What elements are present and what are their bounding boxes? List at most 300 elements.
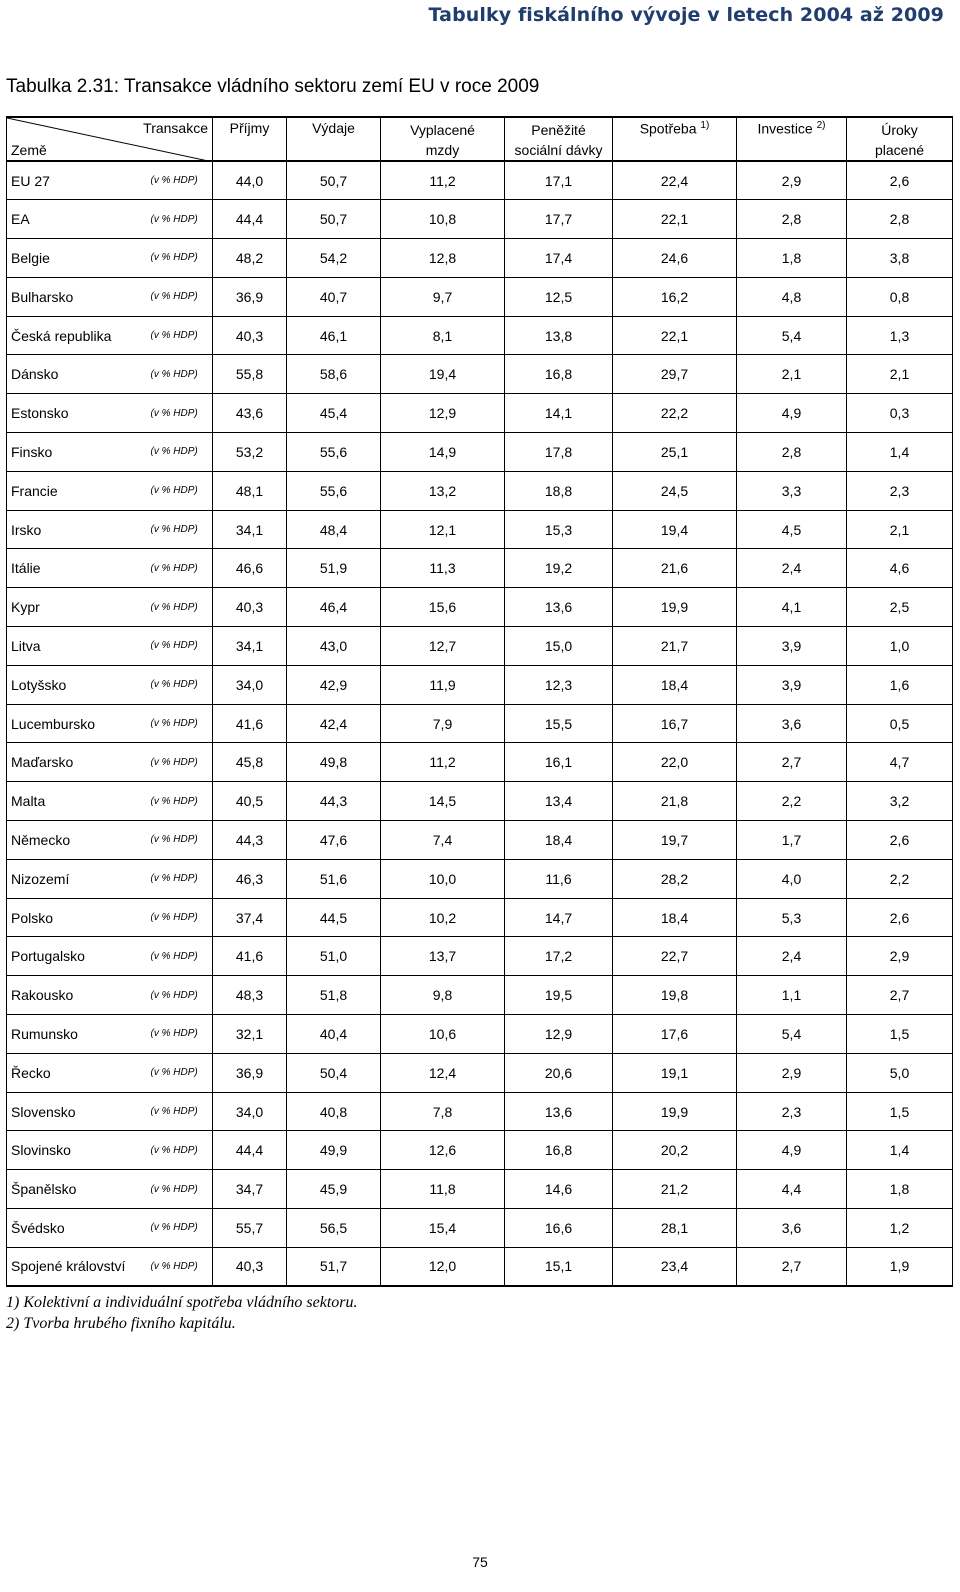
uroky-placene-value-cell: 2,1 [847, 355, 953, 394]
unit-cell: (v % HDP) [147, 1131, 213, 1170]
unit-cell: (v % HDP) [147, 782, 213, 821]
vyplacene-mzdy-value-cell: 12,7 [381, 627, 505, 666]
prijmy-value-cell: 55,7 [213, 1209, 287, 1248]
spotreba-value-cell: 19,4 [613, 510, 737, 549]
table-row [7, 743, 953, 782]
vyplacene-mzdy-value-cell: 11,2 [381, 743, 505, 782]
country-name-cell: Rumunsko [7, 1015, 147, 1054]
vydaje-value-cell: 45,9 [287, 1170, 381, 1209]
penezite-socialni-davky-value-cell: 19,2 [505, 549, 613, 588]
country-name-cell: Litva [7, 627, 147, 666]
uroky-placene-value-cell: 1,4 [847, 1131, 953, 1170]
vydaje-value-cell: 54,2 [287, 239, 381, 278]
vydaje-value-cell: 40,4 [287, 1015, 381, 1054]
vyplacene-mzdy-value-cell: 13,2 [381, 471, 505, 510]
unit-cell: (v % HDP) [147, 316, 213, 355]
unit-cell: (v % HDP) [147, 743, 213, 782]
prijmy-value-cell: 40,5 [213, 782, 287, 821]
investice-value-cell: 2,9 [737, 161, 847, 200]
uroky-placene-value-cell: 2,1 [847, 510, 953, 549]
uroky-placene-value-cell: 1,8 [847, 1170, 953, 1209]
penezite-socialni-davky-value-cell: 14,1 [505, 394, 613, 433]
investice-value-cell: 2,7 [737, 1247, 847, 1286]
vyplacene-mzdy-value-cell: 12,9 [381, 394, 505, 433]
unit-cell: (v % HDP) [147, 1170, 213, 1209]
spotreba-value-cell: 22,4 [613, 161, 737, 200]
investice-value-cell: 5,3 [737, 898, 847, 937]
prijmy-value-cell: 48,2 [213, 239, 287, 278]
vydaje-value-cell: 46,1 [287, 316, 381, 355]
unit-cell: (v % HDP) [147, 898, 213, 937]
spotreba-value-cell: 24,5 [613, 471, 737, 510]
penezite-socialni-davky-value-cell: 17,1 [505, 161, 613, 200]
spotreba-value-cell: 29,7 [613, 355, 737, 394]
table-row [7, 355, 953, 394]
uroky-placene-value-cell: 1,4 [847, 433, 953, 472]
table-row [7, 471, 953, 510]
investice-value-cell: 2,1 [737, 355, 847, 394]
table-row [7, 782, 953, 821]
table-row [7, 316, 953, 355]
uroky-placene-value-cell: 1,5 [847, 1092, 953, 1131]
country-name-cell: Řecko [7, 1053, 147, 1092]
table-row [7, 1131, 953, 1170]
uroky-placene-value-cell: 1,9 [847, 1247, 953, 1286]
investice-value-cell: 2,2 [737, 782, 847, 821]
column-header-investice: Investice $^{2)}$ [737, 117, 847, 161]
spotreba-value-cell: 19,7 [613, 821, 737, 860]
vydaje-value-cell: 42,9 [287, 665, 381, 704]
investice-value-cell: 5,4 [737, 1015, 847, 1054]
unit-cell: (v % HDP) [147, 1209, 213, 1248]
vydaje-value-cell: 51,6 [287, 859, 381, 898]
country-name-cell: Spojené království [7, 1247, 147, 1286]
unit-cell: (v % HDP) [147, 976, 213, 1015]
vyplacene-mzdy-value-cell: 12,8 [381, 239, 505, 278]
unit-cell: (v % HDP) [147, 549, 213, 588]
vyplacene-mzdy-value-cell: 10,6 [381, 1015, 505, 1054]
vydaje-value-cell: 40,8 [287, 1092, 381, 1131]
spotreba-value-cell: 22,1 [613, 316, 737, 355]
vyplacene-mzdy-value-cell: 12,0 [381, 1247, 505, 1286]
penezite-socialni-davky-value-cell: 16,6 [505, 1209, 613, 1248]
investice-value-cell: 5,4 [737, 316, 847, 355]
vyplacene-mzdy-value-cell: 11,8 [381, 1170, 505, 1209]
table-row [7, 277, 953, 316]
unit-cell: (v % HDP) [147, 277, 213, 316]
table-row [7, 704, 953, 743]
country-name-cell: Slovinsko [7, 1131, 147, 1170]
prijmy-value-cell: 53,2 [213, 433, 287, 472]
spotreba-value-cell: 21,8 [613, 782, 737, 821]
uroky-placene-value-cell: 1,5 [847, 1015, 953, 1054]
penezite-socialni-davky-value-cell: 13,6 [505, 1092, 613, 1131]
table-row [7, 394, 953, 433]
uroky-placene-value-cell: 1,0 [847, 627, 953, 666]
footnote-2: 2) Tvorba hrubého fixního kapitálu. [6, 1315, 236, 1332]
prijmy-value-cell: 34,0 [213, 1092, 287, 1131]
vyplacene-mzdy-value-cell: 14,9 [381, 433, 505, 472]
uroky-placene-value-cell: 2,9 [847, 937, 953, 976]
fiscal-transactions-table [6, 116, 953, 1287]
penezite-socialni-davky-value-cell: 13,6 [505, 588, 613, 627]
investice-value-cell: 3,9 [737, 627, 847, 666]
penezite-socialni-davky-value-cell: 14,6 [505, 1170, 613, 1209]
vyplacene-mzdy-value-cell: 11,9 [381, 665, 505, 704]
prijmy-value-cell: 41,6 [213, 704, 287, 743]
spotreba-value-cell: 21,2 [613, 1170, 737, 1209]
vyplacene-mzdy-value-cell: 19,4 [381, 355, 505, 394]
column-header-vydaje: Výdaje [287, 117, 381, 161]
unit-cell: (v % HDP) [147, 1092, 213, 1131]
unit-cell: (v % HDP) [147, 1247, 213, 1286]
spotreba-value-cell: 19,9 [613, 1092, 737, 1131]
uroky-placene-value-cell: 3,8 [847, 239, 953, 278]
spotreba-value-cell: 16,2 [613, 277, 737, 316]
table-row [7, 1015, 953, 1054]
spotreba-value-cell: 23,4 [613, 1247, 737, 1286]
unit-cell: (v % HDP) [147, 588, 213, 627]
vyplacene-mzdy-value-cell: 9,8 [381, 976, 505, 1015]
spotreba-value-cell: 25,1 [613, 433, 737, 472]
table-row [7, 161, 953, 200]
country-name-cell: Bulharsko [7, 277, 147, 316]
penezite-socialni-davky-value-cell: 17,2 [505, 937, 613, 976]
column-header-prijmy: Příjmy [213, 117, 287, 161]
investice-value-cell: 2,7 [737, 743, 847, 782]
penezite-socialni-davky-value-cell: 13,8 [505, 316, 613, 355]
corner-label-zeme: Země [11, 142, 47, 158]
unit-cell: (v % HDP) [147, 161, 213, 200]
vyplacene-mzdy-value-cell: 8,1 [381, 316, 505, 355]
vydaje-value-cell: 46,4 [287, 588, 381, 627]
vydaje-value-cell: 50,7 [287, 200, 381, 239]
prijmy-value-cell: 36,9 [213, 1053, 287, 1092]
table-row [7, 588, 953, 627]
vyplacene-mzdy-value-cell: 9,7 [381, 277, 505, 316]
uroky-placene-value-cell: 0,8 [847, 277, 953, 316]
penezite-socialni-davky-value-cell: 18,8 [505, 471, 613, 510]
uroky-placene-value-cell: 4,7 [847, 743, 953, 782]
table-row [7, 898, 953, 937]
vyplacene-mzdy-value-cell: 10,2 [381, 898, 505, 937]
vydaje-value-cell: 42,4 [287, 704, 381, 743]
investice-value-cell: 2,8 [737, 433, 847, 472]
spotreba-value-cell: 28,2 [613, 859, 737, 898]
unit-cell: (v % HDP) [147, 394, 213, 433]
unit-cell: (v % HDP) [147, 704, 213, 743]
penezite-socialni-davky-value-cell: 17,8 [505, 433, 613, 472]
country-name-cell: EA [7, 200, 147, 239]
penezite-socialni-davky-value-cell: 15,5 [505, 704, 613, 743]
penezite-socialni-davky-value-cell: 12,3 [505, 665, 613, 704]
vydaje-value-cell: 47,6 [287, 821, 381, 860]
column-header-vyplacene-mzdy: Vyplacené mzdy [381, 117, 505, 161]
table-row [7, 510, 953, 549]
vydaje-value-cell: 58,6 [287, 355, 381, 394]
investice-value-cell: 3,6 [737, 704, 847, 743]
investice-value-cell: 4,9 [737, 394, 847, 433]
table-row [7, 1209, 953, 1248]
footnote-ref-2: 2) [816, 120, 826, 131]
prijmy-value-cell: 34,1 [213, 510, 287, 549]
investice-value-cell: 3,9 [737, 665, 847, 704]
unit-cell: (v % HDP) [147, 239, 213, 278]
country-name-cell: Rakousko [7, 976, 147, 1015]
table-row [7, 859, 953, 898]
table-row [7, 239, 953, 278]
penezite-socialni-davky-value-cell: 16,8 [505, 1131, 613, 1170]
country-name-cell: Česká republika [7, 316, 147, 355]
investice-value-cell: 2,9 [737, 1053, 847, 1092]
unit-cell: (v % HDP) [147, 510, 213, 549]
country-name-cell: Portugalsko [7, 937, 147, 976]
vydaje-value-cell: 43,0 [287, 627, 381, 666]
penezite-socialni-davky-value-cell: 15,1 [505, 1247, 613, 1286]
vyplacene-mzdy-value-cell: 7,9 [381, 704, 505, 743]
country-name-cell: Švédsko [7, 1209, 147, 1248]
table-row [7, 627, 953, 666]
vydaje-value-cell: 51,8 [287, 976, 381, 1015]
vydaje-value-cell: 51,9 [287, 549, 381, 588]
table-row [7, 976, 953, 1015]
uroky-placene-value-cell: 2,6 [847, 821, 953, 860]
prijmy-value-cell: 40,3 [213, 316, 287, 355]
spotreba-value-cell: 22,1 [613, 200, 737, 239]
spotreba-value-cell: 19,9 [613, 588, 737, 627]
country-name-cell: Estonsko [7, 394, 147, 433]
prijmy-value-cell: 46,6 [213, 549, 287, 588]
table-row [7, 1247, 953, 1286]
prijmy-value-cell: 34,1 [213, 627, 287, 666]
prijmy-value-cell: 44,4 [213, 200, 287, 239]
prijmy-value-cell: 44,4 [213, 1131, 287, 1170]
spotreba-value-cell: 22,2 [613, 394, 737, 433]
uroky-placene-value-cell: 2,8 [847, 200, 953, 239]
uroky-placene-value-cell: 2,6 [847, 898, 953, 937]
investice-value-cell: 3,3 [737, 471, 847, 510]
spotreba-value-cell: 22,0 [613, 743, 737, 782]
investice-value-cell: 4,5 [737, 510, 847, 549]
spotreba-value-cell: 18,4 [613, 898, 737, 937]
investice-value-cell: 3,6 [737, 1209, 847, 1248]
vydaje-value-cell: 48,4 [287, 510, 381, 549]
vydaje-value-cell: 49,8 [287, 743, 381, 782]
uroky-placene-value-cell: 3,2 [847, 782, 953, 821]
country-name-cell: Španělsko [7, 1170, 147, 1209]
penezite-socialni-davky-value-cell: 19,5 [505, 976, 613, 1015]
spotreba-value-cell: 28,1 [613, 1209, 737, 1248]
vyplacene-mzdy-value-cell: 12,4 [381, 1053, 505, 1092]
vyplacene-mzdy-value-cell: 7,4 [381, 821, 505, 860]
prijmy-value-cell: 41,6 [213, 937, 287, 976]
table-header-row [7, 117, 953, 161]
vydaje-value-cell: 51,7 [287, 1247, 381, 1286]
penezite-socialni-davky-value-cell: 13,4 [505, 782, 613, 821]
unit-cell: (v % HDP) [147, 627, 213, 666]
country-name-cell: Maďarsko [7, 743, 147, 782]
vydaje-value-cell: 50,7 [287, 161, 381, 200]
penezite-socialni-davky-value-cell: 12,9 [505, 1015, 613, 1054]
investice-value-cell: 4,0 [737, 859, 847, 898]
unit-cell: (v % HDP) [147, 1053, 213, 1092]
table-row [7, 937, 953, 976]
country-name-cell: Polsko [7, 898, 147, 937]
vyplacene-mzdy-value-cell: 11,2 [381, 161, 505, 200]
spotreba-value-cell: 24,6 [613, 239, 737, 278]
running-header: Tabulky fiskálního vývoje v letech 2004 až 2009 [428, 4, 944, 26]
prijmy-value-cell: 32,1 [213, 1015, 287, 1054]
table-row [7, 549, 953, 588]
investice-value-cell: 4,4 [737, 1170, 847, 1209]
page-number: 75 [472, 1554, 488, 1570]
vydaje-value-cell: 49,9 [287, 1131, 381, 1170]
penezite-socialni-davky-value-cell: 15,3 [505, 510, 613, 549]
spotreba-value-cell: 19,1 [613, 1053, 737, 1092]
corner-header-cell [7, 117, 213, 161]
country-name-cell: Malta [7, 782, 147, 821]
country-name-cell: EU 27 [7, 161, 147, 200]
spotreba-value-cell: 21,7 [613, 627, 737, 666]
uroky-placene-value-cell: 1,2 [847, 1209, 953, 1248]
country-name-cell: Slovensko [7, 1092, 147, 1131]
prijmy-value-cell: 55,8 [213, 355, 287, 394]
column-header-uroky-placene: Úroky placené [847, 117, 953, 161]
spotreba-value-cell: 21,6 [613, 549, 737, 588]
uroky-placene-value-cell: 2,2 [847, 859, 953, 898]
vydaje-value-cell: 44,3 [287, 782, 381, 821]
prijmy-value-cell: 46,3 [213, 859, 287, 898]
prijmy-value-cell: 44,0 [213, 161, 287, 200]
vydaje-value-cell: 45,4 [287, 394, 381, 433]
uroky-placene-value-cell: 5,0 [847, 1053, 953, 1092]
penezite-socialni-davky-value-cell: 15,0 [505, 627, 613, 666]
investice-value-cell: 4,9 [737, 1131, 847, 1170]
prijmy-value-cell: 36,9 [213, 277, 287, 316]
vydaje-value-cell: 44,5 [287, 898, 381, 937]
country-name-cell: Finsko [7, 433, 147, 472]
vyplacene-mzdy-value-cell: 15,6 [381, 588, 505, 627]
uroky-placene-value-cell: 2,7 [847, 976, 953, 1015]
vyplacene-mzdy-value-cell: 15,4 [381, 1209, 505, 1248]
country-name-cell: Nizozemí [7, 859, 147, 898]
prijmy-value-cell: 48,3 [213, 976, 287, 1015]
penezite-socialni-davky-value-cell: 18,4 [505, 821, 613, 860]
footnotes [6, 1292, 358, 1334]
table-row [7, 1092, 953, 1131]
table-row [7, 433, 953, 472]
unit-cell: (v % HDP) [147, 665, 213, 704]
investice-value-cell: 2,4 [737, 549, 847, 588]
vydaje-value-cell: 40,7 [287, 277, 381, 316]
unit-cell: (v % HDP) [147, 471, 213, 510]
penezite-socialni-davky-value-cell: 16,8 [505, 355, 613, 394]
vyplacene-mzdy-value-cell: 12,1 [381, 510, 505, 549]
uroky-placene-value-cell: 1,3 [847, 316, 953, 355]
vyplacene-mzdy-value-cell: 10,8 [381, 200, 505, 239]
unit-cell: (v % HDP) [147, 355, 213, 394]
prijmy-value-cell: 34,0 [213, 665, 287, 704]
uroky-placene-value-cell: 0,5 [847, 704, 953, 743]
penezite-socialni-davky-value-cell: 16,1 [505, 743, 613, 782]
table-row [7, 1170, 953, 1209]
investice-value-cell: 2,3 [737, 1092, 847, 1131]
uroky-placene-value-cell: 2,6 [847, 161, 953, 200]
vyplacene-mzdy-value-cell: 7,8 [381, 1092, 505, 1131]
investice-value-cell: 1,7 [737, 821, 847, 860]
uroky-placene-value-cell: 2,5 [847, 588, 953, 627]
investice-value-cell: 4,1 [737, 588, 847, 627]
country-name-cell: Itálie [7, 549, 147, 588]
penezite-socialni-davky-value-cell: 20,6 [505, 1053, 613, 1092]
vydaje-value-cell: 56,5 [287, 1209, 381, 1248]
vyplacene-mzdy-value-cell: 12,6 [381, 1131, 505, 1170]
country-name-cell: Lucembursko [7, 704, 147, 743]
investice-value-cell: 2,8 [737, 200, 847, 239]
country-name-cell: Německo [7, 821, 147, 860]
unit-cell: (v % HDP) [147, 937, 213, 976]
table-row [7, 665, 953, 704]
penezite-socialni-davky-value-cell: 12,5 [505, 277, 613, 316]
unit-cell: (v % HDP) [147, 1015, 213, 1054]
vydaje-value-cell: 55,6 [287, 471, 381, 510]
vyplacene-mzdy-value-cell: 13,7 [381, 937, 505, 976]
prijmy-value-cell: 34,7 [213, 1170, 287, 1209]
country-name-cell: Francie [7, 471, 147, 510]
country-name-cell: Dánsko [7, 355, 147, 394]
column-header-penezite-socialni-davky: Peněžité sociální dávky [505, 117, 613, 161]
column-header-spotreba: Spotřeba $^{1)}$ [613, 117, 737, 161]
prijmy-value-cell: 40,3 [213, 588, 287, 627]
uroky-placene-value-cell: 0,3 [847, 394, 953, 433]
spotreba-value-cell: 19,8 [613, 976, 737, 1015]
vydaje-value-cell: 55,6 [287, 433, 381, 472]
corner-label-transakce: Transakce [143, 120, 208, 136]
prijmy-value-cell: 43,6 [213, 394, 287, 433]
country-name-cell: Lotyšsko [7, 665, 147, 704]
footnote-ref-1: 1) [700, 120, 710, 131]
uroky-placene-value-cell: 4,6 [847, 549, 953, 588]
spotreba-value-cell: 18,4 [613, 665, 737, 704]
unit-cell: (v % HDP) [147, 433, 213, 472]
penezite-socialni-davky-value-cell: 17,4 [505, 239, 613, 278]
table-row [7, 821, 953, 860]
country-name-cell: Belgie [7, 239, 147, 278]
spotreba-value-cell: 20,2 [613, 1131, 737, 1170]
vydaje-value-cell: 51,0 [287, 937, 381, 976]
vydaje-value-cell: 50,4 [287, 1053, 381, 1092]
prijmy-value-cell: 44,3 [213, 821, 287, 860]
vyplacene-mzdy-value-cell: 11,3 [381, 549, 505, 588]
penezite-socialni-davky-value-cell: 14,7 [505, 898, 613, 937]
investice-value-cell: 1,1 [737, 976, 847, 1015]
uroky-placene-value-cell: 2,3 [847, 471, 953, 510]
table-title: Tabulka 2.31: Transakce vládního sektoru zemí EU v roce 2009 [6, 76, 540, 97]
investice-value-cell: 4,8 [737, 277, 847, 316]
country-name-cell: Kypr [7, 588, 147, 627]
vyplacene-mzdy-value-cell: 14,5 [381, 782, 505, 821]
prijmy-value-cell: 48,1 [213, 471, 287, 510]
table-row [7, 1053, 953, 1092]
table-row [7, 200, 953, 239]
uroky-placene-value-cell: 1,6 [847, 665, 953, 704]
footnote-1: 1) Kolektivní a individuální spotřeba vládního sektoru. [6, 1294, 358, 1311]
prijmy-value-cell: 45,8 [213, 743, 287, 782]
penezite-socialni-davky-value-cell: 17,7 [505, 200, 613, 239]
prijmy-value-cell: 40,3 [213, 1247, 287, 1286]
vyplacene-mzdy-value-cell: 10,0 [381, 859, 505, 898]
spotreba-value-cell: 22,7 [613, 937, 737, 976]
